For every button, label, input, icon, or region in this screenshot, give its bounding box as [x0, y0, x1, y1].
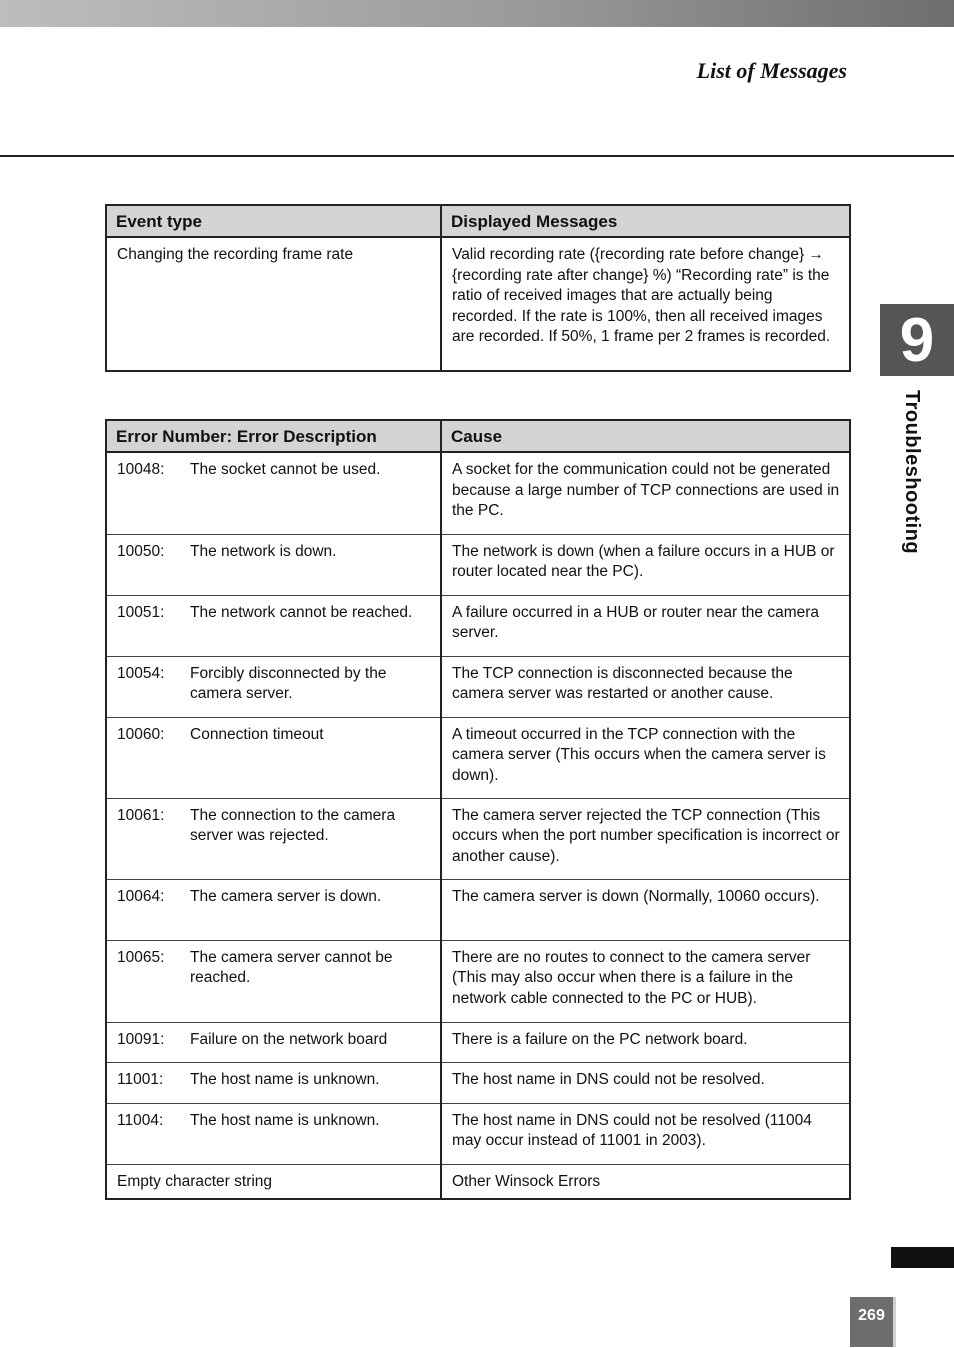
column-header-error: Error Number: Error Description	[106, 420, 441, 452]
event-type-cell: Changing the recording frame rate	[106, 237, 441, 371]
error-number: 10048:	[117, 461, 165, 478]
table-row	[106, 534, 850, 595]
cause-cell: The camera server rejected the TCP connection (This occurs when the port number specification is incorrect or another cause).	[441, 798, 850, 879]
error-description: The camera server is down.	[190, 887, 382, 905]
cause-cell: The host name in DNS could not be resolved.	[441, 1062, 850, 1103]
table-row	[106, 595, 850, 656]
table-row	[106, 452, 850, 534]
page-number: 269	[850, 1297, 896, 1347]
error-description: The host name is unknown.	[190, 1111, 380, 1129]
cause-cell: A timeout occurred in the TCP connection with the camera server (This occurs when the camera server is down).	[441, 717, 850, 798]
table-header-row	[106, 420, 850, 452]
error-cell	[106, 656, 441, 717]
table-row	[106, 1022, 850, 1062]
column-header-event-type: Event type	[106, 205, 441, 237]
table-row	[106, 237, 850, 371]
table-header-row	[106, 205, 850, 237]
cause-cell: The TCP connection is disconnected because the camera server was restarted or another cause.	[441, 656, 850, 717]
error-cell	[106, 940, 441, 1022]
displayed-message-cell: Valid recording rate ({recording rate before change} → {recording rate after change} %) “Recording rate” is the ratio of received images that are actually being recorded. If the rate is 100%, then all received images are recorded. If 50%, 1 frame per 2 frames is recorded.	[441, 237, 850, 371]
error-number: 10065:	[117, 948, 165, 966]
cause-cell: The network is down (when a failure occurs in a HUB or router located near the PC).	[441, 534, 850, 595]
error-number: 11001:	[117, 1070, 164, 1088]
error-cause-table	[105, 419, 851, 1200]
table-row	[106, 656, 850, 717]
column-header-displayed-messages: Displayed Messages	[441, 205, 850, 237]
error-cell	[106, 717, 441, 798]
error-description: The camera server cannot be reached.	[190, 948, 393, 986]
chapter-number-tab: 9	[880, 304, 954, 376]
error-number: 10051:	[117, 603, 165, 621]
error-cell: Empty character string	[106, 1164, 441, 1199]
error-description: The socket cannot be used.	[190, 461, 381, 478]
error-number: 11004:	[117, 1111, 164, 1129]
error-cell	[106, 452, 441, 534]
table-row	[106, 798, 850, 879]
error-cell	[106, 798, 441, 879]
cause-cell: There are no routes to connect to the camera server (This may also occur when there is a failure in the network cable connected to the PC or HUB).	[441, 940, 850, 1022]
table-row	[106, 717, 850, 798]
table-row	[106, 879, 850, 940]
error-cell	[106, 1022, 441, 1062]
error-description: The connection to the camera server was rejected.	[190, 806, 396, 844]
error-number: 10054:	[117, 664, 165, 682]
top-band	[0, 0, 954, 27]
table-row	[106, 1164, 850, 1199]
column-header-cause: Cause	[441, 420, 850, 452]
table-row	[106, 940, 850, 1022]
error-cell	[106, 1103, 441, 1164]
error-description: Failure on the network board	[190, 1030, 388, 1048]
table-row	[106, 1062, 850, 1103]
error-number: 10091:	[117, 1030, 165, 1048]
error-description: Forcibly disconnected by the camera server.	[190, 664, 387, 702]
error-number: 10061:	[117, 806, 165, 824]
error-description: The host name is unknown.	[190, 1070, 380, 1088]
error-number: 10060:	[117, 725, 165, 743]
cause-cell: The camera server is down (Normally, 10060 occurs).	[441, 879, 850, 940]
cause-cell: A failure occurred in a HUB or router near the camera server.	[441, 595, 850, 656]
side-bar-marker	[891, 1247, 954, 1268]
event-message-table	[105, 204, 851, 372]
header-rule	[0, 155, 954, 157]
cause-cell: The host name in DNS could not be resolved (11004 may occur instead of 11001 in 2003).	[441, 1103, 850, 1164]
error-number: 10050:	[117, 542, 165, 560]
page-title: List of Messages	[696, 58, 847, 83]
error-cell	[106, 1062, 441, 1103]
error-cell	[106, 595, 441, 656]
error-description: The network cannot be reached.	[190, 603, 413, 621]
error-number: 10064:	[117, 887, 165, 905]
table-row	[106, 1103, 850, 1164]
cause-cell: A socket for the communication could not be generated because a large number of TCP connections are used in the PC.	[441, 452, 850, 534]
chapter-label: Troubleshooting	[901, 390, 923, 555]
error-description: The network is down.	[190, 542, 337, 560]
error-description: Connection timeout	[190, 725, 324, 743]
cause-cell: Other Winsock Errors	[441, 1164, 850, 1199]
cause-cell: There is a failure on the PC network board.	[441, 1022, 850, 1062]
error-cell	[106, 879, 441, 940]
error-cell	[106, 534, 441, 595]
